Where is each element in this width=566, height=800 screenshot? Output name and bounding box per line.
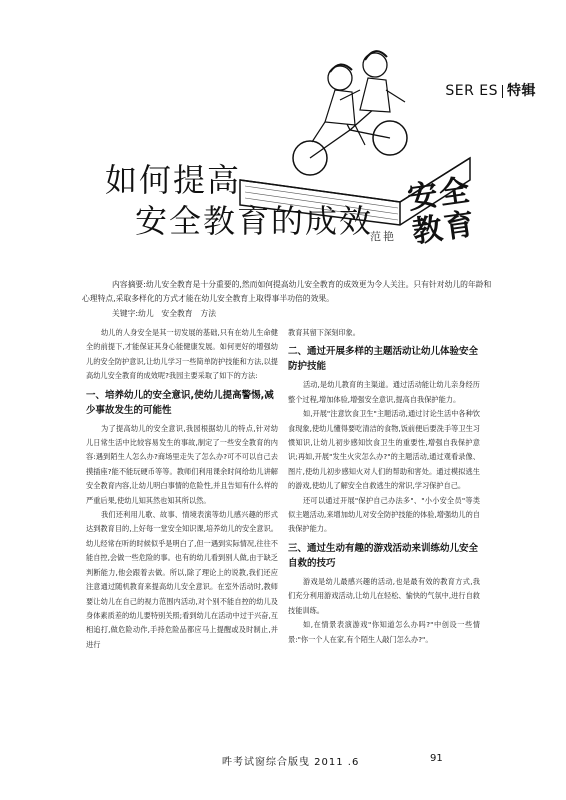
author-name: 范艳 (370, 230, 396, 243)
series-label: SER ES (445, 83, 498, 99)
series-tag: 特辑 (507, 83, 536, 99)
stamp-line-1: 安全 (405, 172, 474, 217)
left-column (86, 326, 278, 652)
abstract: 内容摘要:幼儿安全教育是十分重要的,然而如何提高幼儿安全教育的成效更为令人关注。只有针对幼儿的年龄和心理特点,采取多样化的方式才能在幼儿安全教育上取得事半功倍的效果。 (82, 280, 492, 303)
page-number: 91 (430, 753, 443, 764)
paragraph: 还可以通过开展"保护自己办法多"、"小小安全员"等类似主题活动,来增加幼儿对安全防护技能的体验,增强幼儿的自我保护能力。 (288, 495, 480, 534)
paragraph: 如,开展"注意饮食卫生"主题活动,通过讨论生活中各种饮食现象,使幼儿懂得要吃清洁的食物,饭前便后要洗手等卫生习惯知识,让幼儿初步感知饮食卫生的重要性,增强自我保护意识;再如,开展"发生火灾怎么办?"的主题活动,通过观看录像、图片,使幼儿初步感知火对人们的帮助和害处。通过模拟逃生的游戏,使幼儿了解安全自救逃生的常识,学习保护自己。 (288, 409, 480, 491)
stamp-line-2: 教育 (410, 206, 479, 251)
paragraph: 游戏是幼儿最感兴趣的活动,也是最有效的教育方式,我们充分利用游戏活动,让幼儿在轻松、愉快的气氛中,进行自救技能训练。 (288, 576, 480, 615)
paragraph: 教育其留下深刻印象。 (288, 328, 360, 337)
title-line-2: 安全教育的成效 (135, 202, 374, 240)
section-heading: 二、通过开展多样的主题活动让幼儿体验安全防护技能 (288, 346, 479, 373)
keywords: 关键字:幼儿 安全教育 方法 (112, 309, 216, 318)
right-column (288, 326, 480, 647)
section-heading: 一、培养幼儿的安全意识,使幼儿提高警惕,减少事故发生的可能性 (86, 389, 274, 416)
paragraph: 幼儿的人身安全是其一切发展的基础,只有在幼儿生命健全的前提下,才能保证其身心能健康发展。如何更好的增强幼儿的安全防护意识,让幼儿学习一些简单防护技能和方法,以提高幼儿安全教育的成效呢?我园主要采取了如下的方法: (86, 328, 278, 381)
paragraph: 为了提高幼儿的安全意识,我园根据幼儿的特点,针对幼儿日常生活中比较容易发生的事故,制定了一些安全教育的内容:遇到陌生人怎么办?商场里走失了怎么办?可不可以自己去摸插座?能不能玩硬币等等。教师们利用课余时间给幼儿讲解安全教育内容,让幼儿明白事情的危险性,并且告知有什么样的严重后果,使幼儿知其然也知其所以然。 (86, 423, 278, 505)
journal-footer: 吽考试窗综合版曳 2011 .6 (222, 757, 360, 768)
paragraph: 如,在情景表演游戏"你知道怎么办吗?"中创设一些情景:"你一个人在家,有个陌生人敲门怎么办?"。 (288, 620, 480, 644)
separator-bar (502, 85, 503, 98)
title-line-1: 如何提高 (105, 161, 242, 199)
section-stamp (406, 174, 479, 250)
paragraph: 活动,是幼儿教育的主渠道。通过活动能让幼儿亲身经历整个过程,增加体验,增强安全意识,提高自我保护能力。 (288, 380, 480, 404)
section-heading: 三、通过生动有趣的游戏活动来训练幼儿安全自救的技巧 (288, 542, 479, 569)
paragraph: 我们还利用儿歌、故事、情境表演等幼儿感兴趣的形式达到教育目的,上好每一堂安全知识课,培养幼儿的安全意识。幼儿经常在听的时候似乎是明白了,但一遇到实际情况,往往不能自控,会做一些危险的事。也有的幼儿看到别人做,由于缺乏判断能力,他会跟着去做。所以,除了理论上的说教,我们还应注意通过随机教育来提高幼儿安全意识。在室外活动时,教师要让幼儿在自己的视力范围内活动,对个别不能自控的幼儿及身体素质差的幼儿要特别关照;看到幼儿在活动中过于兴奋,互相追打,做危险动作,手持危险品都应马上提醒或及时制止,并进行 (86, 510, 278, 649)
